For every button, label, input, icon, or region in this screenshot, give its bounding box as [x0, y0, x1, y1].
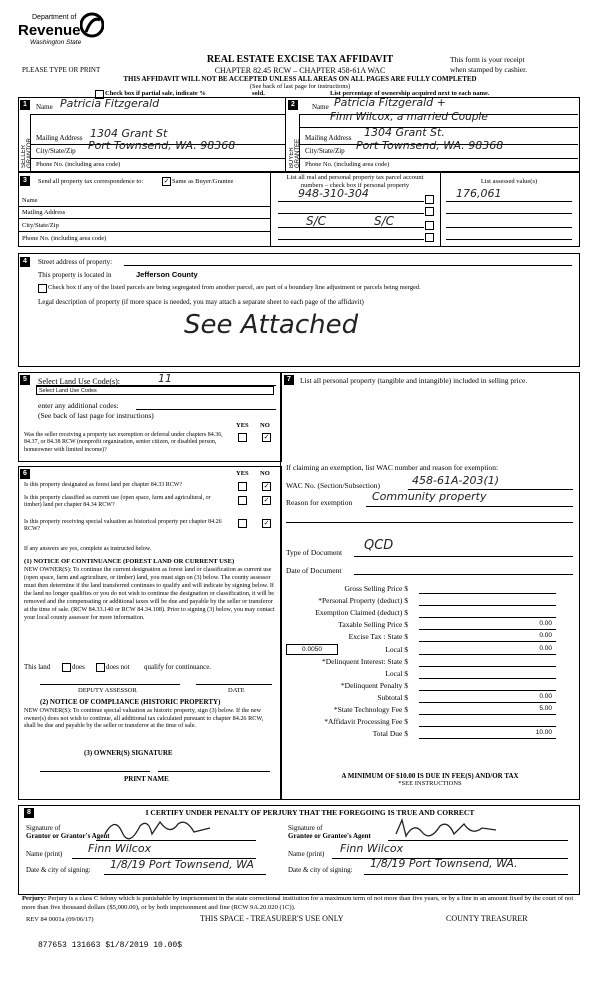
exemption-no-checkbox[interactable]: ✓: [263, 433, 270, 441]
grantor-name-print[interactable]: Finn Wilcox: [88, 842, 152, 855]
grantee-sig-label-1: Signature of: [288, 824, 323, 832]
fee-row: [286, 584, 556, 594]
fee-value[interactable]: 5.00: [539, 705, 552, 712]
sold-label: sold.: [252, 90, 265, 97]
fee-row: [286, 620, 556, 630]
historical-yes-checkbox[interactable]: [238, 519, 247, 528]
seller-grantor-label: SELLER GRANTOR: [21, 138, 33, 168]
located-in-label: This property is located in: [38, 271, 112, 279]
fee-line: [419, 666, 556, 667]
personal-property-checkbox-4[interactable]: [425, 233, 434, 242]
section5-no-header: NO: [260, 422, 270, 429]
assessed-value-header: List assessed value(s): [480, 178, 538, 185]
form-chapters: CHAPTER 82.45 RCW – CHAPTER 458-61A WAC: [214, 66, 386, 75]
section-3-number: 3: [20, 176, 30, 186]
agency-state: Washington State: [30, 39, 82, 46]
fee-row: [286, 717, 556, 727]
does-not-label: does not: [106, 663, 130, 671]
section6-no-header: NO: [260, 470, 270, 477]
fee-label: Taxable Selling Price $: [338, 620, 408, 630]
doc-date-label: Date of Document: [286, 566, 342, 575]
buyer-mail-value[interactable]: 1304 Grant St.: [364, 126, 445, 139]
qualify-label: qualify for continuance.: [144, 663, 212, 671]
send-correspondence-label: Send all property tax correspondence to:: [38, 178, 144, 185]
buyer-name-value-1[interactable]: Patricia Fitzgerald +: [334, 96, 446, 109]
parcel-number-2a[interactable]: S/C: [306, 214, 327, 228]
fee-line: [419, 593, 556, 594]
seller-name-label: Name: [36, 103, 53, 111]
land-use-value[interactable]: 11: [158, 372, 172, 385]
perjury-label: Perjury:: [22, 895, 47, 902]
fee-line: [419, 690, 556, 691]
buyer-name-label: Name: [312, 103, 329, 111]
receipt-line2: when stamped by cashier.: [450, 65, 528, 74]
grantee-name-print[interactable]: Finn Wilcox: [340, 842, 404, 855]
fee-line: [419, 617, 556, 618]
wac-label: WAC No. (Section/Subsection): [286, 481, 380, 490]
current-use-question: Is this property classified as current use (open space, farm and agricultural, or timber) land per chapter 84.34 RCW?: [24, 495, 211, 509]
seller-mail-label: Mailing Address: [36, 134, 83, 142]
notice-compliance-body: NEW OWNER(S): To continue special valuation as historic property, sign (3) below. If the new owner(s) does not wish to continue, all additional tax calculated pursuant to chapter 84.26 RCW, shall be due and payable by the seller or transferor at the time of sale.: [24, 707, 264, 730]
warning-text: THIS AFFIDAVIT WILL NOT BE ACCEPTED UNLESS ALL AREAS ON ALL PAGES ARE FULLY COMPLETED: [123, 75, 477, 83]
grantor-date-value[interactable]: 1/8/19 Port Townsend, WA: [110, 858, 254, 871]
agency-logo: [18, 12, 108, 54]
forest-land-question: Is this property designated as forest land per chapter 84.33 RCW?: [24, 482, 183, 488]
land-use-label: Select Land Use Code(s):: [38, 377, 120, 386]
notice-compliance-title: (2) NOTICE OF COMPLIANCE (HISTORIC PROPERTY): [40, 698, 221, 706]
legal-description-label: Legal description of property (if more space is needed, you may attach a separate sheet to each page of the affidavit): [38, 298, 364, 306]
local-rate-input[interactable]: 0.0050: [286, 644, 338, 655]
partial-sale-label: Check box if partial sale, indicate %: [105, 90, 206, 97]
form-title: REAL ESTATE EXCISE TAX AFFIDAVIT: [206, 54, 394, 65]
historical-no-checkbox[interactable]: ✓: [263, 519, 270, 527]
fee-line: [419, 702, 556, 703]
forest-yes-checkbox[interactable]: [238, 482, 247, 491]
minimum-due-notice: A MINIMUM OF $10.00 IS DUE IN FEE(S) AND/OR TAX: [341, 772, 519, 780]
owner-signature-label: (3) OWNER(S) SIGNATURE: [84, 749, 173, 757]
section6-yes-header: YES: [236, 470, 249, 477]
buyer-name-value-2[interactable]: Finn Wilcox, a married Couple: [330, 111, 488, 123]
fee-value[interactable]: 10.00: [535, 729, 552, 737]
exemption-yes-checkbox[interactable]: [238, 433, 247, 442]
legal-description-value[interactable]: See Attached: [184, 310, 359, 340]
section5-see-back: (See back of last page for instructions): [38, 411, 154, 420]
agency-dept: Department of: [32, 14, 77, 21]
notice-continuance-body: NEW OWNER(S): To continue the current designation as forest land or classification as current use (open space, farm and agriculture, or timber) land, you must sign on (3) below. The county assessor must then determine if the land transferred continues to qualify and will indicate by signing below. If the land no longer qualifies or you do not wish to continue the designation or classification, it will be removed and the compensating or additional taxes will be due and payable by the seller or transferor at the time of sale. (RCW 84.33.140 or RCW 84.34.108). Prior to signing (3) below, you may contact your local county assessor for more information.: [24, 566, 275, 621]
corr-mail-label: Mailing Address: [22, 209, 66, 216]
county-value: Jefferson County: [136, 270, 198, 279]
doc-type-label: Type of Document: [286, 548, 343, 557]
fee-label: *Affidavit Processing Fee $: [324, 717, 408, 727]
fee-line: [419, 654, 556, 655]
historical-question: Is this property receiving special valuation as historical property per chapter 84.26 RCW?: [24, 519, 222, 533]
receipt-line1: This form is your receipt: [450, 55, 525, 64]
section5-yes-header: YES: [236, 422, 249, 429]
section-7-number: 7: [284, 375, 294, 385]
personal-property-checkbox-2[interactable]: [425, 207, 434, 216]
please-print: PLEASE TYPE OR PRINT: [22, 66, 101, 74]
fee-label: Excise Tax : State $: [348, 632, 408, 642]
fee-label: *Delinquent Penalty $: [340, 680, 408, 690]
revenue-logo-icon: [80, 12, 104, 38]
county-treasurer-label: COUNTY TREASURER: [446, 914, 528, 923]
print-name-label: PRINT NAME: [124, 775, 169, 783]
grantor-date-label: Date & city of signing:: [26, 866, 91, 874]
doc-type-value[interactable]: QCD: [364, 538, 394, 553]
perjury-text: Perjury is a class C felony which is punishable by imprisonment in the state correctional institution for a maximum term of not more than five years, or by a fine in an amount fixed by the court of not more than five thousand dollars ($5,000.00), or by both imprisonment and fine (RCW 9A.20.020 (1C)).: [22, 895, 574, 911]
exemption-header: If claiming an exemption, list WAC number and reason for exemption:: [286, 463, 499, 472]
wac-value[interactable]: 458-61A-203(1): [412, 474, 500, 487]
fee-row: [286, 632, 556, 642]
seller-phone-label: Phone No. (including area code): [36, 161, 121, 168]
see-instructions-note: *SEE INSTRUCTIONS: [398, 780, 462, 787]
assessed-value-1[interactable]: 176,061: [456, 187, 502, 200]
treasurer-use-only: THIS SPACE - TREASURER'S USE ONLY: [200, 914, 344, 923]
fee-line: [419, 738, 556, 739]
certify-statement: I CERTIFY UNDER PENALTY OF PERJURY THAT THE FOREGOING IS TRUE AND CORRECT: [145, 808, 475, 817]
same-as-buyer-label: Same as Buyer/Grantee: [172, 178, 234, 185]
fee-row: [286, 705, 556, 715]
personal-property-label: List all personal property (tangible and intangible) included in selling price.: [300, 376, 528, 385]
fee-value[interactable]: 0.00: [539, 632, 552, 640]
fee-line: [419, 629, 556, 630]
corr-name-label: Name: [22, 197, 38, 204]
additional-codes-label: enter any additional codes:: [38, 401, 119, 410]
segregated-checkbox[interactable]: [38, 284, 47, 293]
fee-row: [286, 729, 556, 739]
perjury-notice: [22, 895, 578, 912]
same-as-buyer-checkbox[interactable]: ✓: [163, 177, 170, 185]
reason-label: Reason for exemption: [286, 498, 353, 507]
fee-label: Local $: [385, 644, 408, 654]
buyer-city-label: City/State/Zip: [305, 147, 345, 155]
parcel-header-2: numbers – check box if personal property: [300, 182, 410, 189]
grantor-sig-label-1: Signature of: [26, 824, 61, 832]
parcel-number-1[interactable]: 948-310-304: [298, 187, 369, 200]
agency-name: Revenue: [18, 22, 81, 39]
grantor-signature[interactable]: [100, 814, 220, 842]
section-2-number: 2: [288, 100, 298, 110]
fee-value[interactable]: 0.00: [539, 644, 552, 652]
fee-row: [286, 681, 556, 691]
fee-line: [419, 678, 556, 679]
does-label: does: [72, 663, 85, 671]
fee-label: Exemption Claimed (deduct) $: [315, 608, 408, 618]
cashier-stamp: 877653 131663 $1/8/2019 10.00$: [38, 941, 183, 950]
parcel-header-1: List all real and personal property tax parcel account: [286, 174, 424, 181]
seller-city-label: City/State/Zip: [36, 147, 76, 155]
fee-line: [419, 641, 556, 642]
seller-name-value[interactable]: Patricia Fitzgerald: [60, 97, 160, 110]
fee-row: [286, 693, 556, 703]
fee-row: [286, 657, 556, 667]
select-land-use-codes-dropdown[interactable]: Select Land Use Codes: [36, 386, 274, 395]
this-land-label: This land: [24, 663, 51, 671]
segregated-label: Check box if any of the listed parcels are being segregated from another parcel, are part of a boundary line adjustment or parcels being merged.: [48, 284, 421, 291]
fee-line: [419, 605, 556, 606]
parcel-number-2b[interactable]: S/C: [374, 214, 395, 228]
buyer-grantee-label: BUYER GRANTEE: [289, 138, 301, 168]
assessor-date-label: DATE: [228, 687, 245, 694]
grantee-signature[interactable]: [392, 816, 502, 842]
section-6-number: 6: [20, 469, 30, 479]
current-use-no-checkbox[interactable]: ✓: [263, 496, 270, 504]
section-4-number: 4: [20, 257, 30, 267]
fee-row: [286, 608, 556, 618]
seller-city-value[interactable]: Port Townsend, WA. 98368: [88, 139, 236, 152]
current-use-yes-checkbox[interactable]: [238, 496, 247, 505]
does-not-qualify-checkbox[interactable]: [96, 663, 105, 672]
list-percentage-label: List percentage of ownership acquired next to each name.: [330, 90, 490, 97]
if-yes-instructions: If any answers are yes, complete as instructed below.: [24, 546, 152, 552]
fee-label: Total Due $: [372, 729, 408, 739]
personal-property-checkbox-3[interactable]: [425, 221, 434, 230]
form-revision: REV 84 0001a (09/06/17): [26, 916, 94, 923]
fee-label: *State Technology Fee $: [333, 705, 408, 714]
fee-line: [419, 714, 556, 715]
exemption-deferral-question: Was the seller receiving a property tax exemption or deferral under chapters 84.36, 84.37, or 84.38 RCW (nonprofit organization, senior citizen, or disabled person, homeowner with limited income)?: [24, 432, 223, 453]
fee-row: [286, 596, 556, 606]
see-back-instructions: (See back of last page for instructions): [249, 83, 351, 90]
forest-no-checkbox[interactable]: ✓: [263, 482, 270, 490]
reason-value[interactable]: Community property: [372, 490, 487, 503]
grantor-name-print-label: Name (print): [26, 850, 63, 858]
fee-value[interactable]: 0.00: [539, 692, 552, 700]
deputy-assessor-label: DEPUTY ASSESSOR: [78, 687, 137, 694]
grantor-sig-label-2: Grantor or Grantor's Agent: [26, 832, 110, 840]
grantee-sig-label-2: Grantee or Grantee's Agent: [288, 832, 371, 840]
grantee-date-label: Date & city of signing:: [288, 866, 353, 874]
corr-city-label: City/State/Zip: [22, 222, 59, 229]
personal-property-checkbox-1[interactable]: [425, 195, 434, 204]
does-qualify-checkbox[interactable]: [62, 663, 71, 672]
fee-label: Subtotal $: [377, 692, 408, 702]
section-8-number: 8: [24, 808, 34, 818]
fee-line: [419, 726, 556, 727]
fee-label: Gross Selling Price $: [344, 584, 408, 593]
fee-label: *Delinquent Interest: State $: [321, 656, 408, 666]
notice-continuance-title: (1) NOTICE OF CONTINUANCE (FOREST LAND OR CURRENT USE): [24, 558, 235, 565]
fee-row: [286, 645, 556, 655]
section-1-number: 1: [20, 100, 30, 110]
buyer-city-value[interactable]: Port Townsend, WA. 98368: [356, 139, 504, 152]
seller-mail-value[interactable]: 1304 Grant St: [90, 127, 168, 140]
buyer-mail-label: Mailing Address: [305, 134, 352, 142]
fee-label: Local $: [385, 668, 408, 678]
fee-row: [286, 669, 556, 679]
fee-value[interactable]: 0.00: [539, 620, 552, 628]
fee-label: *Personal Property (deduct) $: [318, 596, 408, 606]
grantee-name-print-label: Name (print): [288, 850, 325, 858]
corr-phone-label: Phone No. (including area code): [22, 235, 107, 242]
street-address-label: Street address of property:: [38, 258, 113, 266]
buyer-phone-label: Phone No. (including area code): [305, 161, 390, 168]
section-5-number: 5: [20, 375, 30, 385]
grantee-date-value[interactable]: 1/8/19 Port Townsend, WA.: [370, 857, 518, 870]
